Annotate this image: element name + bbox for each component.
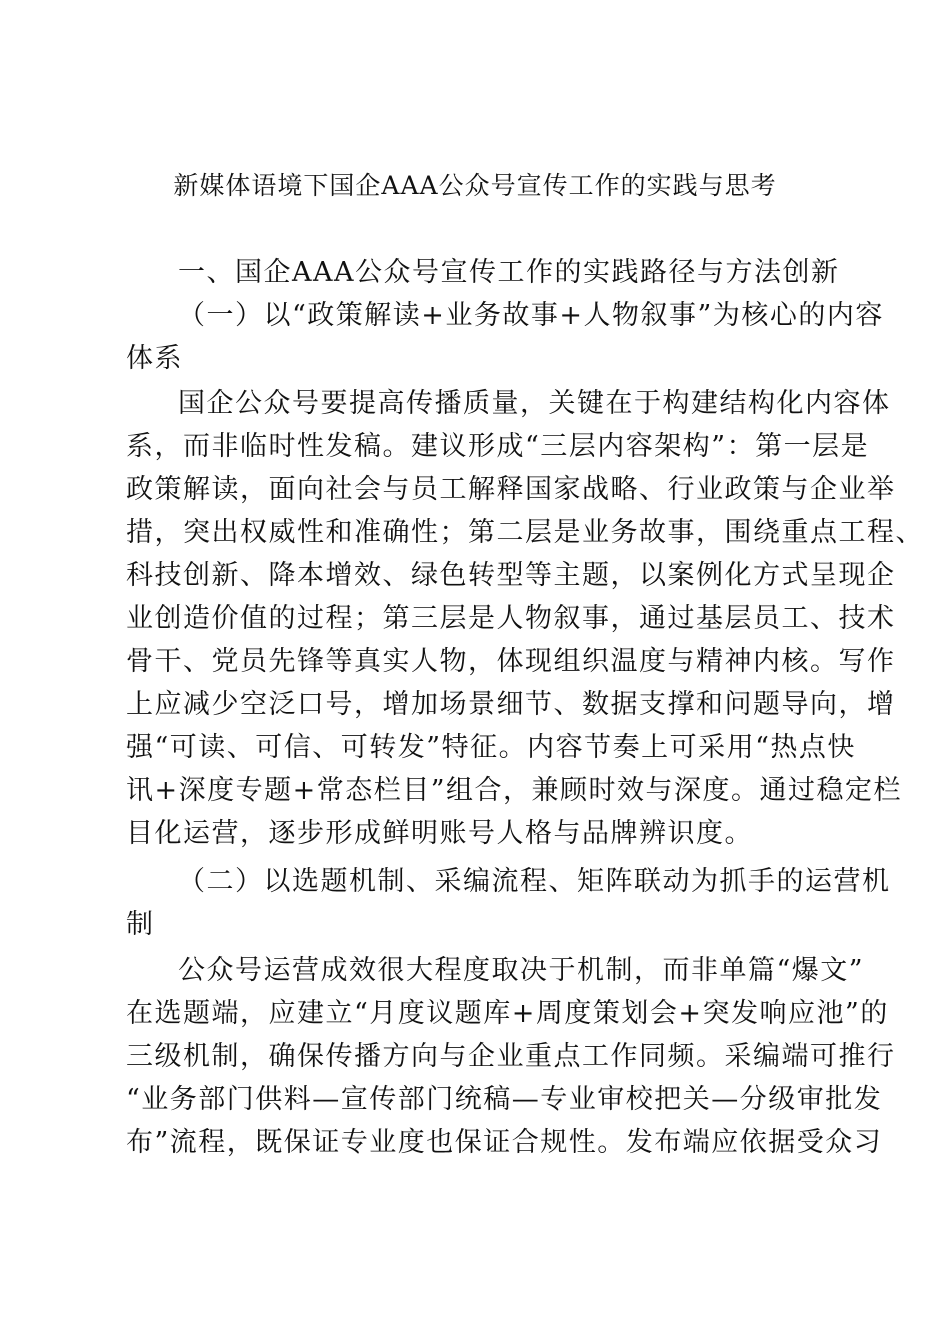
paragraph-line: 目化运营，逐步形成鲜明账号人格与品牌辨识度。 — [126, 818, 753, 849]
paragraph-line: 国企公众号要提高传播质量，关键在于构建结构化内容体 — [178, 388, 891, 419]
paragraph-line: “业务部门供料—宣传部门统稿—专业审校把关—分级审批发 — [126, 1084, 883, 1115]
paragraph-line: 系，而非临时性发稿。建议形成“三层内容架构”：第一层是 — [126, 431, 870, 462]
paragraph-line: 上应减少空泛口号，增加场景细节、数据支撑和问题导向，增 — [126, 689, 896, 720]
subsection-heading: （二）以选题机制、采编流程、矩阵联动为抓手的运营机 — [178, 866, 891, 897]
paragraph-line: 骨干、党员先锋等真实人物，体现组织温度与精神内核。写作 — [126, 646, 896, 677]
paragraph-line: 政策解读，面向社会与员工解释国家战略、行业政策与企业举 — [126, 474, 896, 505]
paragraph-line: 三级机制，确保传播方向与企业重点工作同频。采编端可推行 — [126, 1041, 896, 1072]
paragraph-line: 讯+深度专题+常态栏目”组合，兼顾时效与深度。通过稳定栏 — [126, 775, 903, 806]
section-heading: 一、国企AAA公众号宣传工作的实践路径与方法创新 — [178, 257, 840, 288]
paragraph-line: 布”流程，既保证专业度也保证合规性。发布端应依据受众习 — [126, 1127, 883, 1158]
document-title: 新媒体语境下国企AAA公众号宣传工作的实践与思考 — [173, 171, 777, 200]
paragraph-line: 强“可读、可信、可转发”特征。内容节奏上可采用“热点快 — [126, 732, 856, 763]
paragraph-line: 在选题端，应建立“月度议题库+周度策划会+突发响应池”的 — [126, 998, 889, 1029]
paragraph-line: 业创造价值的过程；第三层是人物叙事，通过基层员工、技术 — [126, 603, 896, 634]
paragraph-line: 公众号运营成效很大程度取决于机制，而非单篇“爆文” — [178, 955, 865, 986]
paragraph-line: 科技创新、降本增效、绿色转型等主题，以案例化方式呈现企 — [126, 560, 896, 591]
subsection-heading-continued: 制 — [126, 909, 155, 940]
subsection-heading-continued: 体系 — [126, 343, 183, 374]
subsection-heading: （一）以“政策解读+业务故事+人物叙事”为核心的内容 — [178, 300, 884, 331]
paragraph-line: 措，突出权威性和准确性；第二层是业务故事，围绕重点工程、 — [126, 517, 924, 548]
